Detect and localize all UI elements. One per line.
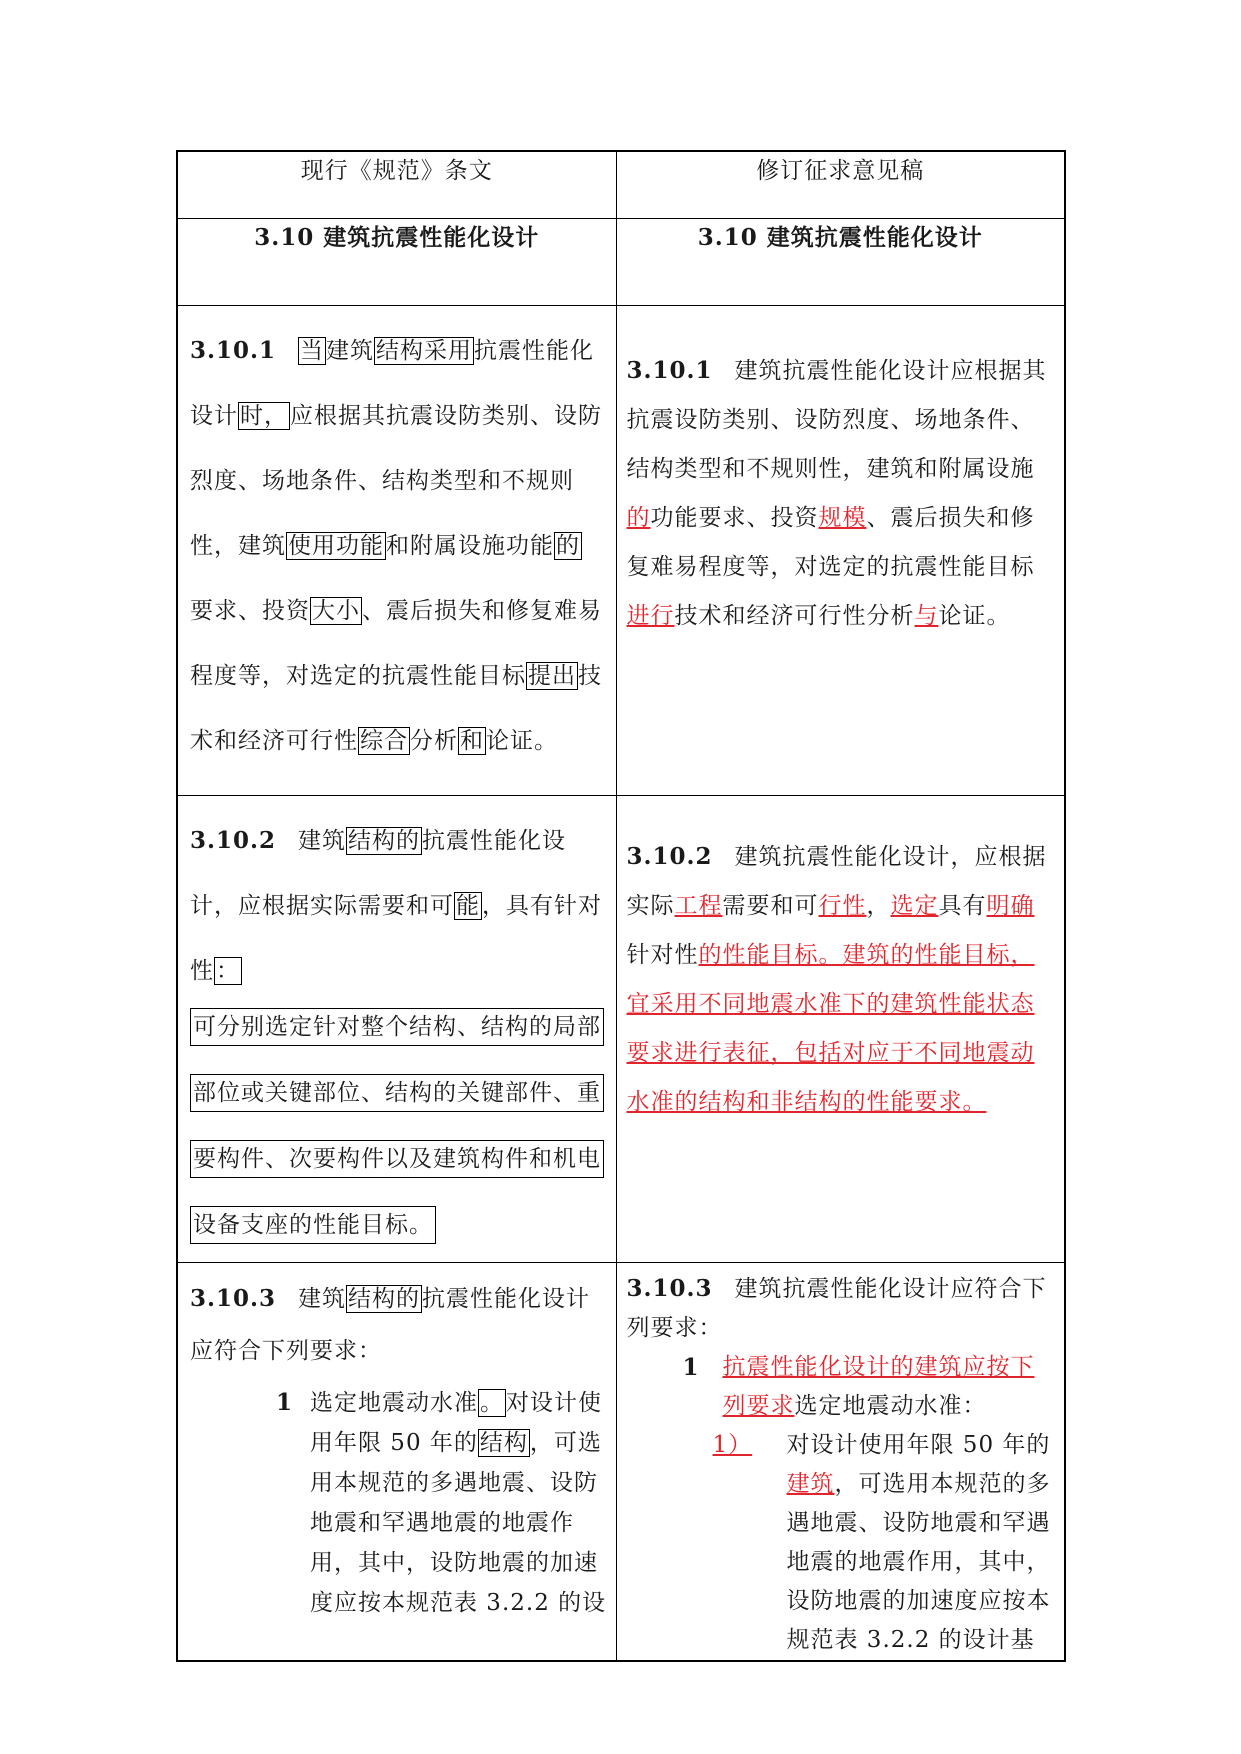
clause-text: 建筑抗震性能化设计，应根据实际 <box>626 844 1047 919</box>
clause-text: 建筑 <box>298 1286 347 1312</box>
boxed-text: 大小 <box>312 598 360 624</box>
boxed-text: 结构的 <box>348 1286 421 1312</box>
clause-text: 技术和经济可行性 <box>190 663 602 754</box>
boxed-text: 当 <box>300 338 325 364</box>
clause-text: 选定地震动水准 <box>310 1390 478 1416</box>
clause-text: ，具有针对性 <box>190 893 602 984</box>
revised-text: 抗震性能化设计的建筑应按下列要求 <box>722 1354 1035 1419</box>
boxed-line: 可分别选定针对整个结构、结构的局部 <box>190 1008 604 1046</box>
table-row <box>177 306 1065 796</box>
clause-text: 、震后损失和修复难易程度等，对选定的抗震性能目标 <box>190 598 602 689</box>
clause-number: 3.10.2 <box>190 827 277 854</box>
revised-text: 明确 <box>986 893 1035 919</box>
comparison-table <box>176 150 1066 1662</box>
boxed-text: 综合 <box>360 728 408 754</box>
boxed-line: 部位或关键部位、结构的关键部件、重 <box>190 1074 604 1112</box>
clause-text: 功能要求、投资 <box>650 505 819 531</box>
table-row <box>177 1263 1065 1662</box>
header-current-clause: 现行《规范》条文 <box>177 151 616 219</box>
clause-text: 需要和可 <box>722 893 819 919</box>
clause-text: ，可选用本规范的多遇地震、设防地震和罕遇地震的地震作用，其中，设防地震的加速度应按本规范表 3.2.2 的设计基 <box>786 1471 1051 1653</box>
clause-3-10-1-revision <box>616 306 1065 796</box>
boxed-line: 要构件、次要构件以及建筑构件和机电 <box>190 1140 604 1178</box>
boxed-text: 提出 <box>528 663 576 689</box>
clause-number: 3.10.3 <box>190 1285 277 1312</box>
clause-text: 具有 <box>938 893 987 919</box>
revised-text: 规模 <box>818 505 867 531</box>
clause-number: 3.10.1 <box>626 357 713 384</box>
clause-text: 技术和经济可行性分析 <box>674 603 915 629</box>
revised-text: 行性 <box>818 893 867 919</box>
clause-number: 3.10.2 <box>626 843 713 870</box>
clause-text: 要求、投资 <box>190 598 310 624</box>
clause-text: 建筑 <box>298 828 347 854</box>
clause-text: 建筑 <box>326 338 375 364</box>
clause-text: ，可选用本规范的多遇地震、设防地震和罕遇地震的地震作用，其中，设防地震的加速度应按本规范表 3.2.2 的设 <box>310 1430 607 1616</box>
boxed-text: 使用功能 <box>288 533 384 559</box>
boxed-text: 结构的 <box>348 828 421 854</box>
clause-text: 抗震性能化设计 <box>190 338 595 429</box>
clause-number: 3.10.1 <box>190 337 277 364</box>
clause-text: 和附属设施功能 <box>386 533 554 559</box>
table-header-row <box>177 151 1065 219</box>
revised-text: 的性能目标。建筑的性能目标，宜采用不同地震水准下的建筑性能状态要求进行表征，包括对应于不同地震动水准的结构和非结构的性能要求。 <box>626 942 1035 1115</box>
clause-text: 、震后损失和修复难易程度等，对选定的抗震性能目标 <box>626 505 1035 580</box>
boxed-text: 的 <box>556 533 580 559</box>
clause-text: 针对性 <box>626 942 699 968</box>
clause-text: 对设计使用年限 50 年的 <box>786 1432 1051 1458</box>
sub-item-number: 1） <box>712 1432 753 1458</box>
clause-text: 论证。 <box>938 603 1011 629</box>
clause-text: 抗震性能化设计，应根据实际需要和可 <box>190 828 567 919</box>
item-number: 1 <box>276 1389 294 1416</box>
section-title-left: 3.10 建筑抗震性能化设计 <box>177 219 616 306</box>
clause-text: 应根据其抗震设防类别、设防烈度、场地条件、结构类型和不规则性，建筑 <box>190 403 602 559</box>
boxed-text: 时， <box>240 403 288 429</box>
clause-text: 对设计使用年限 50 年的 <box>310 1390 602 1456</box>
clause-text: 建筑抗震性能化设计应符合下列要求： <box>626 1276 1047 1341</box>
item-number: 1 <box>682 1354 700 1381</box>
revised-text: 进行 <box>626 603 675 629</box>
revised-text: 选定 <box>890 893 939 919</box>
section-title-row <box>177 219 1065 306</box>
boxed-text: 和 <box>460 728 484 754</box>
clause-text: 分析 <box>410 728 458 754</box>
clause-text: 抗震性能化设计应符合下列要求： <box>190 1286 591 1364</box>
revised-text: 建筑 <box>786 1471 835 1497</box>
boxed-text: 结构 <box>479 1430 528 1456</box>
boxed-text: ： <box>216 958 240 984</box>
boxed-text: 。 <box>480 1390 504 1416</box>
section-title-right: 3.10 建筑抗震性能化设计 <box>616 219 1065 306</box>
header-revision-draft: 修订征求意见稿 <box>616 151 1065 219</box>
clause-3-10-2-current <box>177 796 616 1263</box>
clause-text: 论证。 <box>486 728 558 754</box>
clause-text: 建筑抗震性能化设计应根据其抗震设防类别、设防烈度、场地条件、结构类型和不规则性，建筑和附属设施 <box>626 358 1047 482</box>
revised-text: 与 <box>914 603 939 629</box>
revised-text: 工程 <box>674 893 723 919</box>
clause-3-10-2-revision <box>616 796 1065 1263</box>
table-row <box>177 796 1065 1263</box>
clause-text: 选定地震动水准： <box>794 1393 987 1419</box>
clause-text: ， <box>866 893 891 919</box>
clause-3-10-3-current <box>177 1263 616 1662</box>
boxed-line: 设备支座的性能目标。 <box>190 1206 436 1244</box>
revised-text: 的 <box>626 505 651 531</box>
boxed-text: 能 <box>456 893 480 919</box>
clause-number: 3.10.3 <box>626 1275 713 1302</box>
clause-3-10-3-revision <box>616 1263 1065 1662</box>
clause-3-10-1-current <box>177 306 616 796</box>
boxed-text: 结构采用 <box>376 338 473 364</box>
